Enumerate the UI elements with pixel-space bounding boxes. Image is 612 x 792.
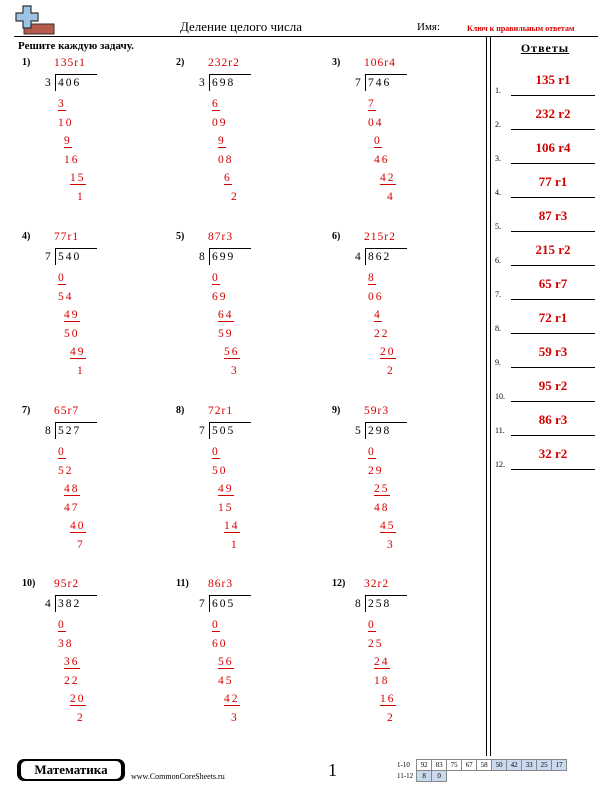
quotient: 77r1 [54, 231, 80, 243]
quotient: 232r2 [208, 57, 240, 69]
work-subtrahend: 0 [58, 619, 66, 631]
divisor: 4 [355, 251, 361, 263]
work-subtrahend: 42 [224, 693, 240, 705]
score-cell: 33 [522, 760, 537, 771]
problem-number: 4) [22, 231, 31, 242]
work-remainder: 22 [64, 674, 80, 687]
score-table [395, 759, 567, 782]
divisor: 8 [45, 425, 51, 437]
score-cell: 25 [537, 760, 552, 771]
work-remainder: 04 [368, 116, 384, 129]
work-subtrahend: 48 [64, 483, 80, 495]
answer-number: 10. [495, 392, 505, 401]
work-subtrahend: 15 [70, 172, 86, 184]
division-problem [176, 578, 316, 738]
work-subtrahend: 56 [218, 656, 234, 668]
quotient: 215r2 [364, 231, 396, 243]
answer-number: 1. [495, 86, 501, 95]
answer-line [511, 367, 595, 368]
score-row [395, 771, 567, 782]
answer-value: 77 r1 [538, 174, 568, 189]
score-cell: 8 [417, 771, 432, 782]
divisor: 7 [45, 251, 51, 263]
answer-line [511, 435, 595, 436]
work-subtrahend: 3 [58, 98, 66, 110]
page-title: Деление целого числа [180, 19, 302, 34]
work-subtrahend: 14 [224, 520, 240, 532]
score-row [395, 760, 567, 771]
work-subtrahend: 20 [70, 693, 86, 705]
score-cell: 75 [447, 760, 462, 771]
division-problem [176, 405, 316, 565]
answer-number: 4. [495, 188, 501, 197]
site-url: www.CommonCoreSheets.ru [131, 772, 225, 781]
page-number: 1 [328, 760, 337, 780]
answer-value: 232 r2 [535, 106, 571, 121]
dividend: 699 [212, 251, 236, 263]
work-subtrahend: 25 [374, 483, 390, 495]
answers-title: Ответы [520, 41, 570, 55]
problem-number: 3) [332, 57, 341, 68]
work-remainder: 15 [218, 501, 234, 514]
score-cell: 92 [417, 760, 432, 771]
work-remainder: 60 [212, 637, 228, 650]
answer-number: 5. [495, 222, 501, 231]
quotient: 65r7 [54, 405, 80, 417]
answer-number: 11. [495, 426, 505, 435]
division-problem [176, 57, 316, 217]
answer-line [511, 299, 595, 300]
answer-line [511, 333, 595, 334]
answer-value: 215 r2 [535, 242, 571, 257]
work-remainder: 38 [58, 637, 74, 650]
work-remainder: 2 [77, 711, 85, 724]
work-remainder: 4 [387, 190, 395, 203]
work-subtrahend: 42 [380, 172, 396, 184]
work-remainder: 52 [58, 464, 74, 477]
divisor: 8 [355, 598, 361, 610]
answer-line [511, 469, 595, 470]
work-remainder: 2 [231, 190, 239, 203]
work-remainder: 7 [77, 538, 85, 551]
brand-label: Математика [21, 761, 121, 779]
work-remainder: 1 [231, 538, 239, 551]
score-cell: 0 [432, 771, 447, 782]
score-cell: 67 [462, 760, 477, 771]
divisor: 3 [45, 77, 51, 89]
work-subtrahend: 24 [374, 656, 390, 668]
division-problem [22, 578, 162, 738]
work-subtrahend: 0 [368, 446, 376, 458]
dividend: 258 [368, 598, 392, 610]
column-divider [486, 36, 487, 756]
quotient: 86r3 [208, 578, 234, 590]
answer-value: 86 r3 [538, 412, 568, 427]
work-remainder: 3 [231, 711, 239, 724]
work-subtrahend: 6 [224, 172, 232, 184]
dividend: 605 [212, 598, 236, 610]
work-remainder: 1 [77, 364, 85, 377]
work-subtrahend: 0 [368, 619, 376, 631]
answer-value: 65 r7 [538, 276, 568, 291]
work-remainder: 3 [387, 538, 395, 551]
work-subtrahend: 6 [212, 98, 220, 110]
problem-number: 10) [22, 578, 36, 589]
answer-line [511, 231, 595, 232]
answer-number: 12. [495, 460, 505, 469]
work-subtrahend: 56 [224, 346, 240, 358]
column-divider [490, 36, 491, 756]
problem-number: 9) [332, 405, 341, 416]
answer-value: 135 r1 [535, 72, 571, 87]
score-row-label: 1-10 [397, 761, 410, 769]
work-remainder: 25 [368, 637, 384, 650]
dividend: 382 [58, 598, 82, 610]
score-cell: 17 [552, 760, 567, 771]
work-remainder: 08 [218, 153, 234, 166]
work-subtrahend: 9 [64, 135, 72, 147]
divisor: 3 [199, 77, 205, 89]
score-cell: 42 [507, 760, 522, 771]
work-subtrahend: 0 [374, 135, 382, 147]
work-remainder: 59 [218, 327, 234, 340]
work-remainder: 1 [77, 190, 85, 203]
answer-line [511, 265, 595, 266]
work-subtrahend: 8 [368, 272, 376, 284]
work-subtrahend: 36 [64, 656, 80, 668]
division-problem [22, 405, 162, 565]
work-subtrahend: 0 [212, 619, 220, 631]
answer-value: 106 r4 [535, 140, 571, 155]
dividend: 298 [368, 425, 392, 437]
work-remainder: 2 [387, 364, 395, 377]
division-problem [332, 231, 472, 391]
score-cell: 50 [492, 760, 507, 771]
work-remainder: 50 [64, 327, 80, 340]
dividend: 698 [212, 77, 236, 89]
plus-logo-icon [14, 4, 56, 36]
work-remainder: 2 [387, 711, 395, 724]
work-remainder: 29 [368, 464, 384, 477]
dividend: 540 [58, 251, 82, 263]
division-problem [22, 231, 162, 391]
answer-number: 2. [495, 120, 501, 129]
work-subtrahend: 4 [374, 309, 382, 321]
division-problem [332, 578, 472, 738]
quotient: 72r1 [208, 405, 234, 417]
work-subtrahend: 7 [368, 98, 376, 110]
problem-number: 7) [22, 405, 31, 416]
answer-line [511, 163, 595, 164]
work-remainder: 48 [374, 501, 390, 514]
divisor: 7 [199, 598, 205, 610]
dividend: 862 [368, 251, 392, 263]
divisor: 7 [199, 425, 205, 437]
work-remainder: 47 [64, 501, 80, 514]
answer-line [511, 401, 595, 402]
quotient: 106r4 [364, 57, 396, 69]
division-problem [332, 405, 472, 565]
answer-value: 59 r3 [538, 344, 568, 359]
dividend: 527 [58, 425, 82, 437]
work-subtrahend: 64 [218, 309, 234, 321]
work-remainder: 16 [64, 153, 80, 166]
problem-number: 12) [332, 578, 346, 589]
work-remainder: 10 [58, 116, 74, 129]
problem-number: 2) [176, 57, 185, 68]
work-remainder: 22 [374, 327, 390, 340]
answer-number: 8. [495, 324, 501, 333]
dividend: 505 [212, 425, 236, 437]
work-subtrahend: 0 [58, 272, 66, 284]
work-remainder: 54 [58, 290, 74, 303]
division-problem [176, 231, 316, 391]
work-remainder: 50 [212, 464, 228, 477]
problem-number: 11) [176, 578, 189, 589]
problem-number: 6) [332, 231, 341, 242]
work-subtrahend: 49 [218, 483, 234, 495]
division-problem [22, 57, 162, 217]
divisor: 8 [199, 251, 205, 263]
answer-number: 3. [495, 154, 501, 163]
answer-number: 6. [495, 256, 501, 265]
dividend: 406 [58, 77, 82, 89]
work-remainder: 46 [374, 153, 390, 166]
work-subtrahend: 49 [70, 346, 86, 358]
divisor: 4 [45, 598, 51, 610]
answer-value: 32 r2 [538, 446, 568, 461]
problem-number: 8) [176, 405, 185, 416]
work-remainder: 06 [368, 290, 384, 303]
name-label: Имя: [417, 21, 441, 33]
quotient: 32r2 [364, 578, 390, 590]
score-row-label: 11-12 [397, 772, 414, 780]
work-remainder: 09 [212, 116, 228, 129]
work-subtrahend: 45 [380, 520, 396, 532]
answer-line [511, 129, 595, 130]
work-subtrahend: 40 [70, 520, 86, 532]
work-subtrahend: 0 [212, 272, 220, 284]
quotient: 87r3 [208, 231, 234, 243]
divisor: 5 [355, 425, 361, 437]
division-problem [332, 57, 472, 217]
work-subtrahend: 9 [218, 135, 226, 147]
instructions: Решите каждую задачу. [18, 40, 134, 52]
quotient: 135r1 [54, 57, 86, 69]
work-subtrahend: 20 [380, 346, 396, 358]
header-divider [14, 36, 598, 37]
dividend: 746 [368, 77, 392, 89]
work-remainder: 3 [231, 364, 239, 377]
work-subtrahend: 0 [58, 446, 66, 458]
work-remainder: 69 [212, 290, 228, 303]
brand-badge [17, 759, 125, 781]
answer-number: 7. [495, 290, 501, 299]
problem-number: 5) [176, 231, 185, 242]
answer-value: 95 r2 [538, 378, 568, 393]
work-subtrahend: 0 [212, 446, 220, 458]
work-subtrahend: 16 [380, 693, 396, 705]
problem-number: 1) [22, 57, 31, 68]
score-cell: 58 [477, 760, 492, 771]
answer-value: 87 r3 [538, 208, 568, 223]
work-subtrahend: 49 [64, 309, 80, 321]
quotient: 59r3 [364, 405, 390, 417]
answer-key-label: Ключ к правильным ответам [467, 24, 575, 33]
score-cell: 83 [432, 760, 447, 771]
answer-line [511, 197, 595, 198]
divisor: 7 [355, 77, 361, 89]
work-remainder: 18 [374, 674, 390, 687]
answer-line [511, 95, 595, 96]
answer-value: 72 r1 [538, 310, 568, 325]
work-remainder: 45 [218, 674, 234, 687]
quotient: 95r2 [54, 578, 80, 590]
answer-number: 9. [495, 358, 501, 367]
